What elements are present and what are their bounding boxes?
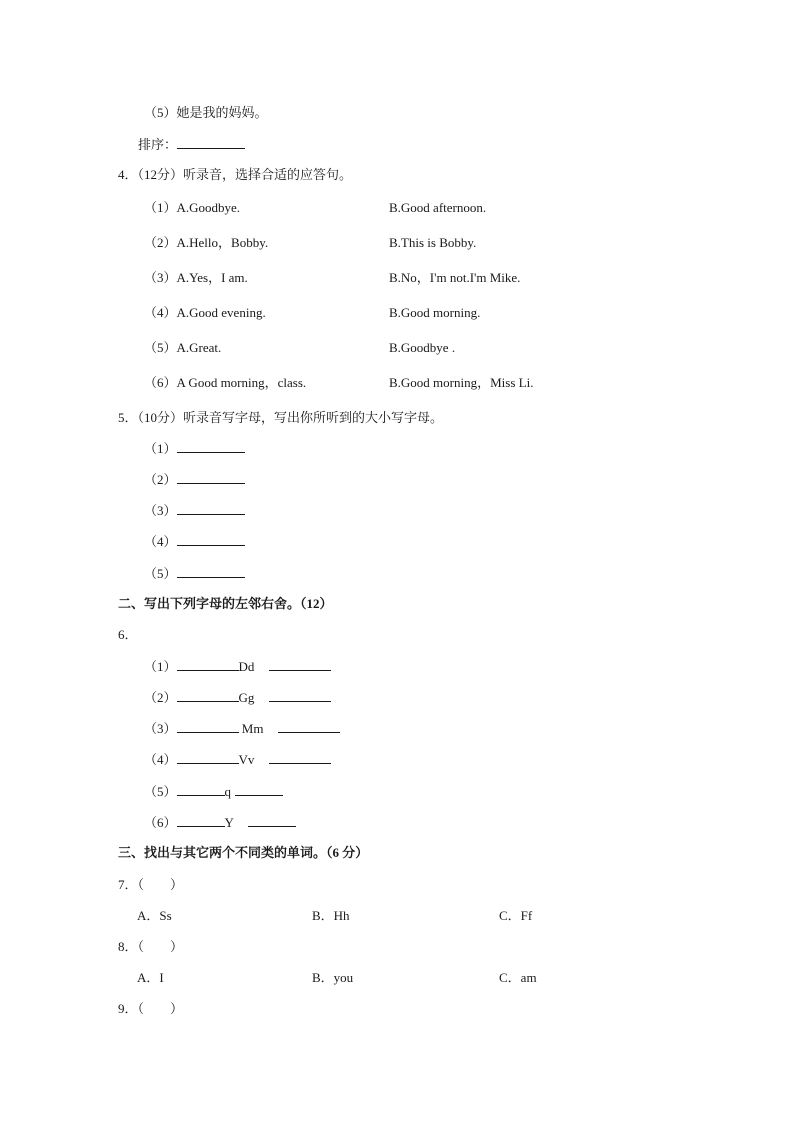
q5-blank[interactable] (177, 470, 245, 484)
q8-option-c[interactable]: C．am (499, 970, 537, 985)
q5-item-4 (144, 532, 245, 551)
q6-blank-left[interactable] (177, 813, 225, 827)
q5-blank[interactable] (177, 532, 245, 546)
q6-item-num: （6） (144, 815, 177, 830)
q5-item-num: （2） (144, 472, 177, 487)
q6-blank-left[interactable] (177, 657, 239, 671)
q4-row-num: （5） (144, 340, 177, 355)
q7-number: 7．（ ） (118, 877, 184, 892)
q6-blank-right[interactable] (269, 750, 331, 764)
q4-row-num: （3） (144, 270, 177, 285)
item-5-sentence: （5）她是我的妈妈。 (144, 105, 268, 120)
q8-option-a[interactable]: A．I (137, 970, 164, 985)
q5-item-3 (144, 501, 245, 520)
q4-option-a[interactable]: A.Yes，I am. (176, 270, 248, 285)
q4-row-4-a (144, 304, 266, 322)
q4-title: 4．（12分）听录音，选择合适的应答句。 (118, 167, 353, 182)
q4-option-a[interactable]: A.Great. (176, 340, 222, 355)
q4-row-3-b[interactable]: B.No，I'm not.I'm Mike. (389, 270, 521, 285)
q6-number: 6． (118, 627, 138, 642)
q6-item-2 (144, 688, 331, 707)
q4-row-6-a (144, 374, 306, 392)
q6-blank-left[interactable] (177, 750, 239, 764)
q4-row-4-b[interactable]: B.Good morning. (389, 305, 481, 320)
q4-row-1-a (144, 199, 240, 217)
q6-blank-right[interactable] (235, 782, 283, 796)
q4-option-a[interactable]: A.Good evening. (176, 305, 266, 320)
q5-blank[interactable] (177, 564, 245, 578)
q5-item-num: （5） (144, 566, 177, 581)
q5-item-num: （1） (144, 441, 177, 456)
q4-row-num: （1） (144, 200, 177, 215)
q6-blank-left[interactable] (177, 688, 239, 702)
q4-row-num: （6） (144, 375, 177, 390)
q6-item-num: （2） (144, 690, 177, 705)
order-label: 排序： (138, 137, 178, 152)
q5-item-1 (144, 439, 245, 458)
q5-item-5 (144, 564, 245, 583)
q4-option-a[interactable]: A.Goodbye. (176, 200, 241, 215)
q6-item-5 (144, 782, 283, 801)
q6-letter: Y (224, 815, 234, 830)
q6-item-num: （5） (144, 784, 177, 799)
q5-item-2 (144, 470, 245, 489)
q6-letter: Mm (238, 721, 264, 736)
q5-blank[interactable] (177, 439, 245, 453)
q7-option-a[interactable]: A．Ss (137, 908, 172, 923)
q8-option-b[interactable]: B．you (312, 970, 354, 985)
q6-letter: Dd (238, 659, 255, 674)
q6-blank-left[interactable] (177, 782, 225, 796)
q4-row-num: （2） (144, 235, 177, 250)
q8-number: 8．（ ） (118, 939, 184, 954)
order-blank[interactable] (177, 135, 245, 149)
order-line (138, 135, 245, 154)
q4-row-2-a (144, 234, 268, 252)
q4-row-5-b[interactable]: B.Goodbye . (389, 340, 456, 355)
q6-blank-right[interactable] (269, 688, 331, 702)
part3-heading: 三、找出与其它两个不同类的单词。（6 分） (118, 845, 369, 860)
q5-title: 5．（10分）听录音写字母，写出你所听到的大小写字母。 (118, 410, 444, 425)
q4-row-5-a (144, 339, 221, 357)
q6-item-num: （3） (144, 721, 177, 736)
q6-blank-left[interactable] (177, 719, 239, 733)
q5-item-num: （4） (144, 534, 177, 549)
q6-item-1 (144, 657, 331, 676)
q4-row-2-b[interactable]: B.This is Bobby. (389, 235, 477, 250)
q4-option-a[interactable]: A.Hello，Bobby. (176, 235, 269, 250)
q6-letter: Vv (238, 752, 255, 767)
part2-heading: 二、写出下列字母的左邻右舍。（12） (118, 596, 333, 611)
q4-row-num: （4） (144, 305, 177, 320)
q7-option-c[interactable]: C．Ff (499, 908, 533, 923)
q6-blank-right[interactable] (269, 657, 331, 671)
q6-blank-right[interactable] (278, 719, 340, 733)
q9-number: 9．（ ） (118, 1001, 184, 1016)
q5-blank[interactable] (177, 501, 245, 515)
q7-option-b[interactable]: B．Hh (312, 908, 350, 923)
q6-item-4 (144, 750, 331, 769)
q6-item-6 (144, 813, 296, 832)
q6-item-3 (144, 719, 340, 738)
q6-item-num: （4） (144, 752, 177, 767)
q6-item-num: （1） (144, 659, 177, 674)
q5-item-num: （3） (144, 503, 177, 518)
q4-row-1-b[interactable]: B.Good afternoon. (389, 200, 487, 215)
q6-letter: q (224, 784, 232, 799)
q4-row-3-a (144, 269, 248, 287)
q6-letter: Gg (238, 690, 255, 705)
q4-row-6-b[interactable]: B.Good morning，Miss Li. (389, 375, 534, 390)
q4-option-a[interactable]: A Good morning，class. (176, 375, 307, 390)
q6-blank-right[interactable] (248, 813, 296, 827)
